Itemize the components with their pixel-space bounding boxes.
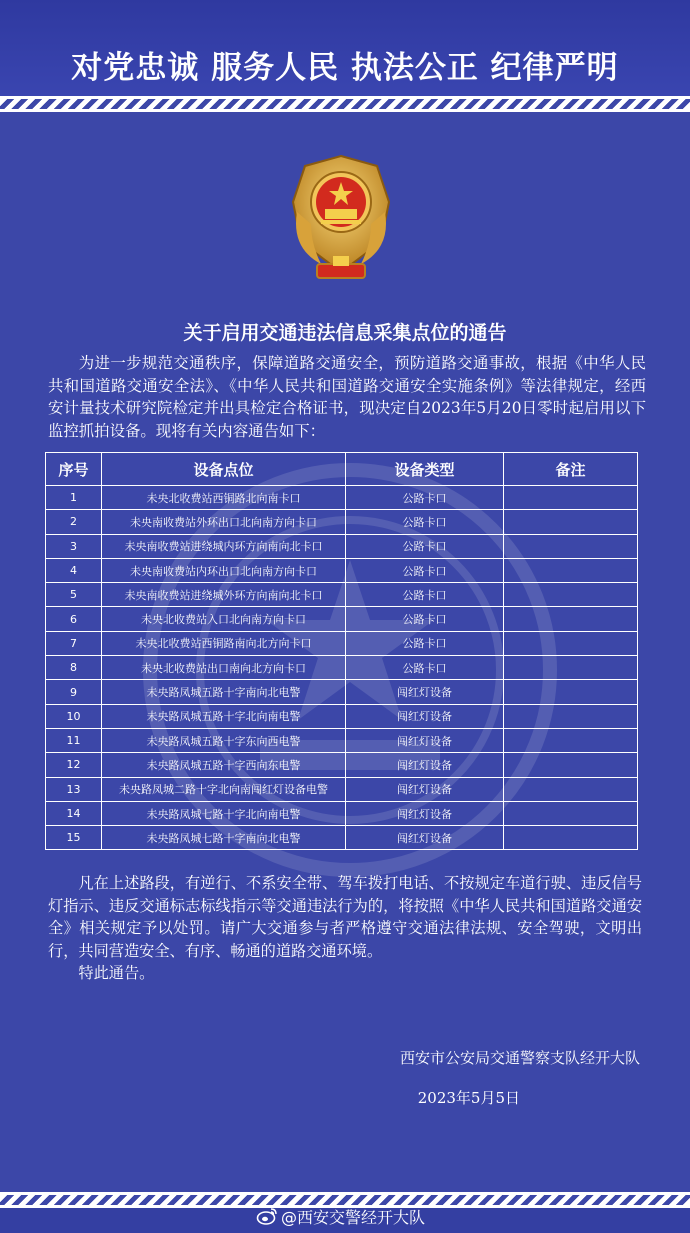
- cell-type: 闯红灯设备: [346, 753, 504, 777]
- cell-index: 9: [46, 680, 102, 704]
- cell-index: 7: [46, 631, 102, 655]
- cell-index: 14: [46, 801, 102, 825]
- col-header-type: 设备类型: [346, 453, 504, 486]
- cell-type: 公路卡口: [346, 656, 504, 680]
- cell-index: 8: [46, 656, 102, 680]
- cell-type: 闯红灯设备: [346, 728, 504, 752]
- cell-location: 未央北收费站入口北向南方向卡口: [102, 607, 346, 631]
- cell-type: 公路卡口: [346, 486, 504, 510]
- cell-remark: [504, 631, 638, 655]
- col-header-location: 设备点位: [102, 453, 346, 486]
- cell-type: 公路卡口: [346, 558, 504, 582]
- cell-type: 公路卡口: [346, 631, 504, 655]
- cell-index: 5: [46, 583, 102, 607]
- cell-remark: [504, 534, 638, 558]
- issue-date: 2023年5月5日: [417, 1089, 520, 1107]
- cell-location: 未央路凤城五路十字西向东电警: [102, 753, 346, 777]
- table-row: [46, 486, 638, 510]
- cell-type: 公路卡口: [346, 510, 504, 534]
- table-row: [46, 826, 638, 850]
- table-row: [46, 607, 638, 631]
- table-row: [46, 704, 638, 728]
- table-row: [46, 631, 638, 655]
- weibo-handle: @西安交警经开大队: [281, 1207, 426, 1227]
- cell-location: 未央路凤城七路十字北向南电警: [102, 801, 346, 825]
- cell-remark: [504, 801, 638, 825]
- table-row: [46, 801, 638, 825]
- cell-type: 闯红灯设备: [346, 801, 504, 825]
- cell-type: 闯红灯设备: [346, 826, 504, 850]
- cell-remark: [504, 486, 638, 510]
- cell-location: 未央北收费站出口南向北方向卡口: [102, 656, 346, 680]
- table-row: [46, 656, 638, 680]
- cell-location: 未央路凤城五路十字南向北电警: [102, 680, 346, 704]
- cell-location: 未央南收费站内环出口北向南方向卡口: [102, 558, 346, 582]
- intro-paragraph: 为进一步规范交通秩序，保障道路交通安全，预防道路交通事故，根据《中华人民共和国道路交通安全法》、《中华人民共和国道路交通安全实施条例》等法律规定，经西安计量技术研究院检定并出具检定合格证书，现决定自2023年5月20日零时起启用以下监控抓拍设备。现将有关内容通告如下：: [48, 354, 646, 440]
- col-header-remark: 备注: [504, 453, 638, 486]
- cell-location: 未央路凤城五路十字东向西电警: [102, 728, 346, 752]
- col-header-index: 序号: [46, 453, 102, 486]
- cell-remark: [504, 583, 638, 607]
- cell-remark: [504, 728, 638, 752]
- cell-index: 12: [46, 753, 102, 777]
- cell-type: 公路卡口: [346, 583, 504, 607]
- cell-remark: [504, 680, 638, 704]
- cell-index: 10: [46, 704, 102, 728]
- cell-location: 未央北收费站西铜路南向北方向卡口: [102, 631, 346, 655]
- cell-location: 未央南收费站进绕城内环方向南向北卡口: [102, 534, 346, 558]
- cell-remark: [504, 558, 638, 582]
- notice-title: 关于启用交通违法信息采集点位的通告: [183, 322, 507, 344]
- cell-remark: [504, 656, 638, 680]
- table-row: [46, 753, 638, 777]
- weibo-watermark[interactable]: [256, 1204, 425, 1228]
- cell-remark: [504, 510, 638, 534]
- closing-section: [48, 872, 642, 985]
- cell-location: 未央路凤城二路十字北向南闯红灯设备电警: [102, 777, 346, 801]
- cell-location: 未央南收费站进绕城外环方向南向北卡口: [102, 583, 346, 607]
- closing-paragraph: 凡在上述路段，有逆行、不系安全带、驾车拨打电话、不按规定车道行驶、违反信号灯指示、违反交通标志标线指示等交通违法行为的，将按照《中华人民共和国道路交通安全》相关规定予以处罚。请广大交通参与者严格遵守交通法律法规、安全驾驶，文明出行，共同营造安全、有序、畅通的道路交通环境。: [48, 874, 642, 960]
- table-row: [46, 777, 638, 801]
- cell-index: 4: [46, 558, 102, 582]
- cell-remark: [504, 607, 638, 631]
- cell-index: 15: [46, 826, 102, 850]
- table-header-row: [46, 453, 638, 486]
- cell-location: 未央南收费站外环出口北向南方向卡口: [102, 510, 346, 534]
- cell-remark: [504, 753, 638, 777]
- table-row: [46, 680, 638, 704]
- cell-index: 11: [46, 728, 102, 752]
- cell-index: 13: [46, 777, 102, 801]
- cell-type: 闯红灯设备: [346, 680, 504, 704]
- cell-index: 6: [46, 607, 102, 631]
- table-row: [46, 728, 638, 752]
- cell-type: 闯红灯设备: [346, 777, 504, 801]
- cell-location: 未央北收费站西铜路北向南卡口: [102, 486, 346, 510]
- table-row: [46, 510, 638, 534]
- cell-type: 闯红灯设备: [346, 704, 504, 728]
- header-banner: [0, 0, 690, 96]
- device-table: [45, 452, 638, 850]
- cell-location: 未央路凤城七路十字南向北电警: [102, 826, 346, 850]
- cell-remark: [504, 704, 638, 728]
- cell-remark: [504, 777, 638, 801]
- cell-remark: [504, 826, 638, 850]
- cell-index: 1: [46, 486, 102, 510]
- slogan: 对党忠诚 服务人民 执法公正 纪律严明: [71, 50, 619, 86]
- top-stripe-divider: [0, 96, 690, 112]
- cell-type: 公路卡口: [346, 607, 504, 631]
- table-row: [46, 534, 638, 558]
- weibo-icon: [256, 1207, 278, 1225]
- closing-statement: 特此通告。: [78, 964, 155, 982]
- cell-index: 2: [46, 510, 102, 534]
- table-body: [46, 486, 638, 850]
- cell-type: 公路卡口: [346, 534, 504, 558]
- cell-location: 未央路凤城五路十字北向南电警: [102, 704, 346, 728]
- cell-index: 3: [46, 534, 102, 558]
- police-emblem-icon: [281, 152, 401, 284]
- issuer: 西安市公安局交通警察支队经开大队: [399, 1049, 640, 1067]
- table-row: [46, 583, 638, 607]
- table-row: [46, 558, 638, 582]
